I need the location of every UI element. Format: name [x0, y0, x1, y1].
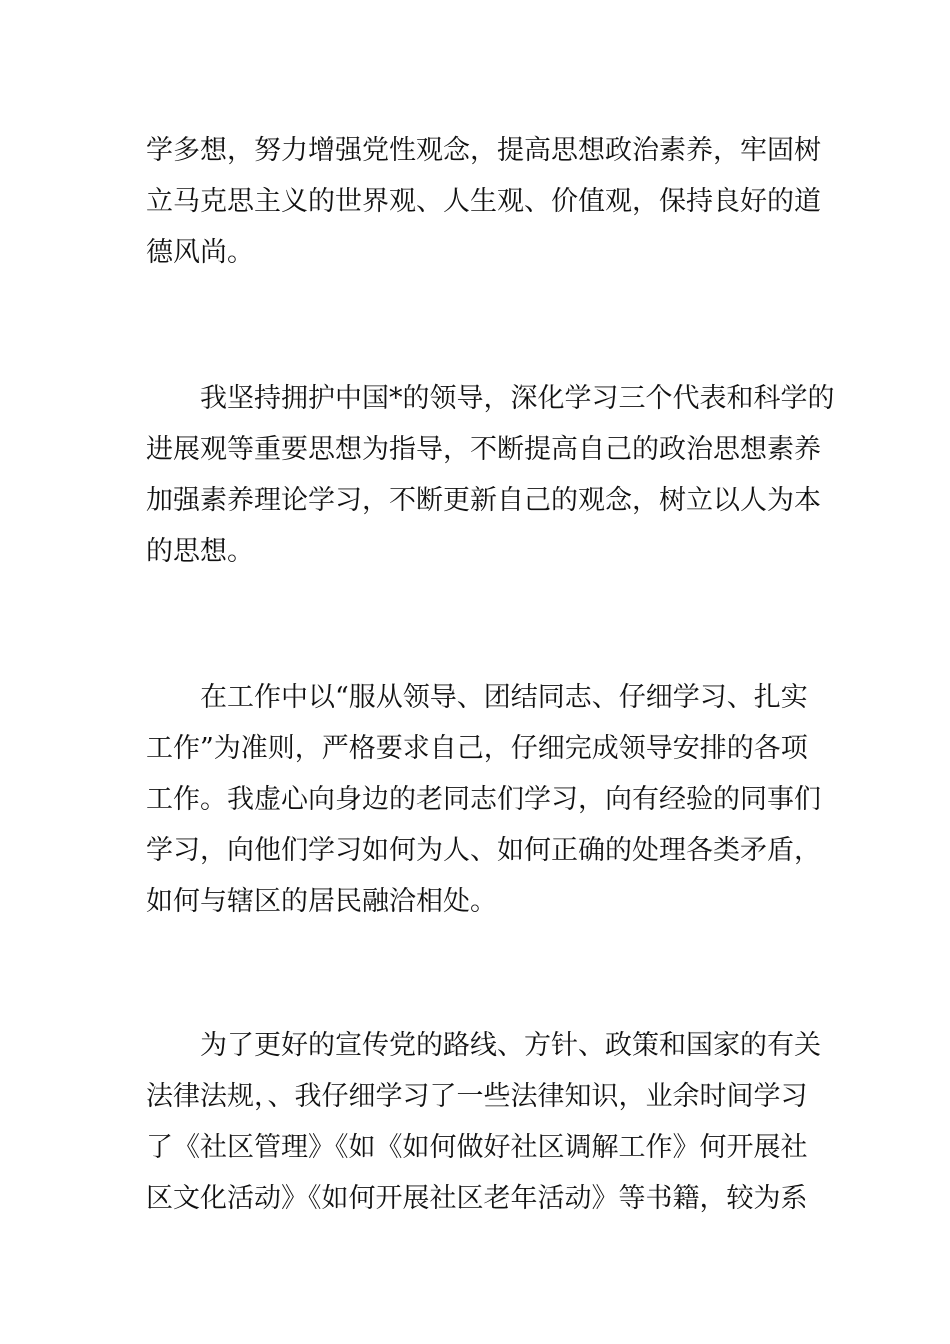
text-line: 为了更好的宣传党的路线、方针、政策和国家的有关 [200, 1030, 821, 1061]
paragraph-1 [146, 125, 821, 278]
paragraph-4 [146, 1020, 821, 1224]
text-line: 了《社区管理》《如《如何做好社区调解工作》何开展社 [146, 1132, 808, 1163]
text-line: 学习，向他们学习如何为人、如何正确的处理各类矛盾， [146, 835, 821, 866]
text-line: 的思想。 [146, 536, 254, 567]
text-line: 工作”为准则，严格要求自己，仔细完成领导安排的各项 [146, 733, 808, 764]
text-line: 学多想，努力增强党性观念，提高思想政治素养，牢固树 [146, 135, 821, 166]
text-line: 我坚持拥护中国*的领导，深化学习三个代表和科学的 [200, 383, 835, 414]
text-line: 法律法规，、我仔细学习了一些法律知识，业余时间学习 [146, 1081, 808, 1112]
paragraph-2 [146, 373, 835, 577]
text-line: 区文化活动》《如何开展社区老年活动》等书籍，较为系 [146, 1183, 808, 1214]
paragraph-3 [146, 672, 821, 927]
text-line: 进展观等重要思想为指导，不断提高自己的政治思想素养 [146, 434, 821, 465]
text-line: 工作。我虚心向身边的老同志们学习，向有经验的同事们 [146, 784, 821, 815]
text-line: 德风尚。 [146, 237, 254, 268]
text-line: 加强素养理论学习，不断更新自己的观念，树立以人为本 [146, 485, 821, 516]
text-line: 如何与辖区的居民融洽相处。 [146, 886, 497, 917]
text-line: 在工作中以“服从领导、团结同志、仔细学习、扎实 [200, 682, 808, 713]
text-line: 立马克思主义的世界观、人生观、价值观，保持良好的道 [146, 186, 821, 217]
